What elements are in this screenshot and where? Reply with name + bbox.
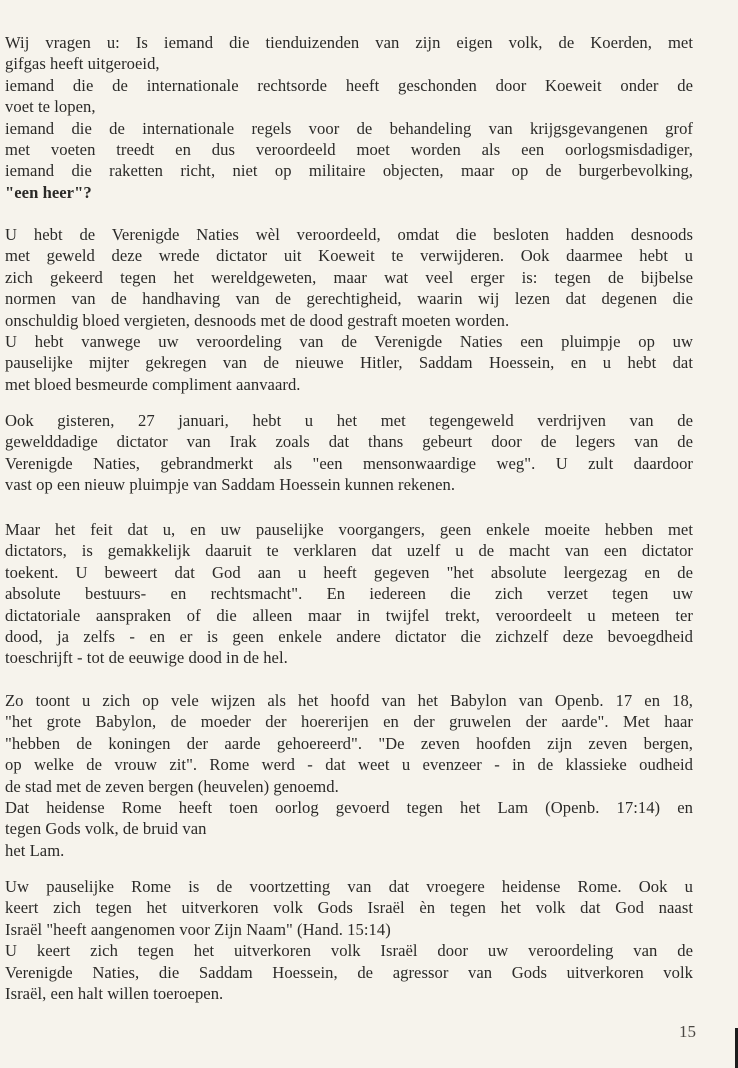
text-line: zich gekeerd tegen het wereldgeweten, maar wat veel erger is: tegen de bijbelse [5, 267, 693, 287]
text-line: met geweld deze wrede dictator uit Koeweit te verwijderen. Ook daarmee hebt u [5, 246, 693, 266]
text-line: met voeten treedt en dus veroordeeld moet worden als een oorlogsmisdadiger, [5, 140, 693, 160]
text-line: U hebt vanwege uw veroordeling van de Verenigde Naties een pluimpje op uw [5, 332, 693, 352]
text-line [5, 182, 693, 203]
text-line: Zo toont u zich op vele wijzen als het hoofd van het Babylon van Openb. 17 en 18, [5, 691, 693, 710]
text-line: dictators, is gemakkelijk daaruit te verklaren dat uzelf u de macht van een dictator [5, 541, 693, 561]
text-line: Dat heidense Rome heeft toen oorlog gevoerd tegen het Lam (Openb. 17:14) en [5, 798, 693, 818]
text-line: U keert zich tegen het uitverkoren volk Israël door uw veroordeling van de [5, 941, 693, 961]
text-line: absolute bestuurs- en rechtsmacht". En iedereen die zich verzet tegen uw [5, 584, 693, 604]
paragraph-2 [5, 224, 693, 395]
text-line: dood, ja zelfs - en er is geen enkele andere dictator die zichzelf deze bevoegdheid [5, 627, 693, 647]
text-line: tegen Gods volk, de bruid van [5, 819, 207, 839]
text-line: Maar het feit dat u, en uw pauselijke voorgangers, geen enkele moeite hebben met [5, 520, 693, 539]
text-line: toeschrijft - tot de eeuwige dood in de hel. [5, 648, 288, 668]
paragraph-4 [5, 519, 693, 669]
page-number: 15 [679, 1022, 696, 1041]
text-line: de stad met de zeven bergen (heuvelen) genoemd. [5, 776, 339, 796]
text-line: keert zich tegen het uitverkoren volk Gods Israël èn tegen het volk dat God naast [5, 898, 693, 918]
paragraph-1 [5, 32, 693, 203]
text-line: toekent. U beweert dat God aan u heeft gegeven "het absolute leergezag en de [5, 562, 693, 582]
text-line: het Lam. [5, 840, 65, 860]
text-line: iemand die raketten richt, niet op militaire objecten, maar op de burgerbevolking, [5, 161, 693, 181]
text-line: pauselijke mijter gekregen van de nieuwe Hitler, Saddam Hoessein, en u hebt dat [5, 353, 693, 373]
paragraph-6 [5, 876, 693, 1004]
text-line: onschuldig bloed vergieten, desnoods met de dood gestraft moeten worden. [5, 310, 510, 330]
text-line: iemand die de internationale rechtsorde heeft geschonden door Koeweit onder de [5, 75, 693, 95]
text-line: Uw pauselijke Rome is de voortzetting van dat vroegere heidense Rome. Ook u [5, 877, 693, 896]
text-line: U hebt de Verenigde Naties wèl veroordeeld, omdat die besloten hadden desnoods [5, 225, 693, 244]
text-line: Ook gisteren, 27 januari, hebt u het met tegengeweld verdrijven van de [5, 411, 693, 430]
text-line: "hebben de koningen der aarde gehoereerd". "De zeven hoofden zijn zeven bergen, [5, 733, 693, 753]
text-line: "het grote Babylon, de moeder der hoererijen en der gruwelen der aarde". Met haar [5, 712, 693, 732]
text-line: Verenigde Naties, gebrandmerkt als "een mensonwaardige weg". U zult daardoor [5, 453, 693, 473]
paragraph-3 [5, 410, 693, 496]
text-line: normen van de handhaving van de gerechtigheid, waarin wij lezen dat degenen die [5, 289, 693, 309]
text-line: iemand die de internationale regels voor de behandeling van krijgsgevangenen grof [5, 118, 693, 138]
text-line: Verenigde Naties, die Saddam Hoessein, de agressor van Gods uitverkoren volk [5, 962, 693, 982]
text-line: vast op een nieuw pluimpje van Saddam Hoessein kunnen rekenen. [5, 475, 456, 495]
text-line: Israël, een halt willen toeroepen. [5, 984, 224, 1004]
text-line: gifgas heeft uitgeroeid, [5, 54, 160, 74]
text-line: Israël "heeft aangenomen voor Zijn Naam" (Hand. 15:14) [5, 919, 391, 939]
text-line: voet te lopen, [5, 97, 96, 117]
text-line: dictatoriale aanspraken of die alleen maar in twijfel trekt, veroordeelt u meteen ter [5, 605, 693, 625]
text-line: met bloed besmeurde compliment aanvaard. [5, 374, 301, 394]
paragraph-5 [5, 690, 693, 861]
text-line: gewelddadige dictator van Irak zoals dat thans gebeurt door de legers van de [5, 432, 693, 452]
text-line: Wij vragen u: Is iemand die tienduizenden van zijn eigen volk, de Koerden, met [5, 33, 693, 52]
text-line: op welke de vrouw zit". Rome werd - dat weet u evenzeer - in de klassieke oudheid [5, 755, 693, 775]
bold-phrase: "een heer"? [5, 182, 92, 202]
